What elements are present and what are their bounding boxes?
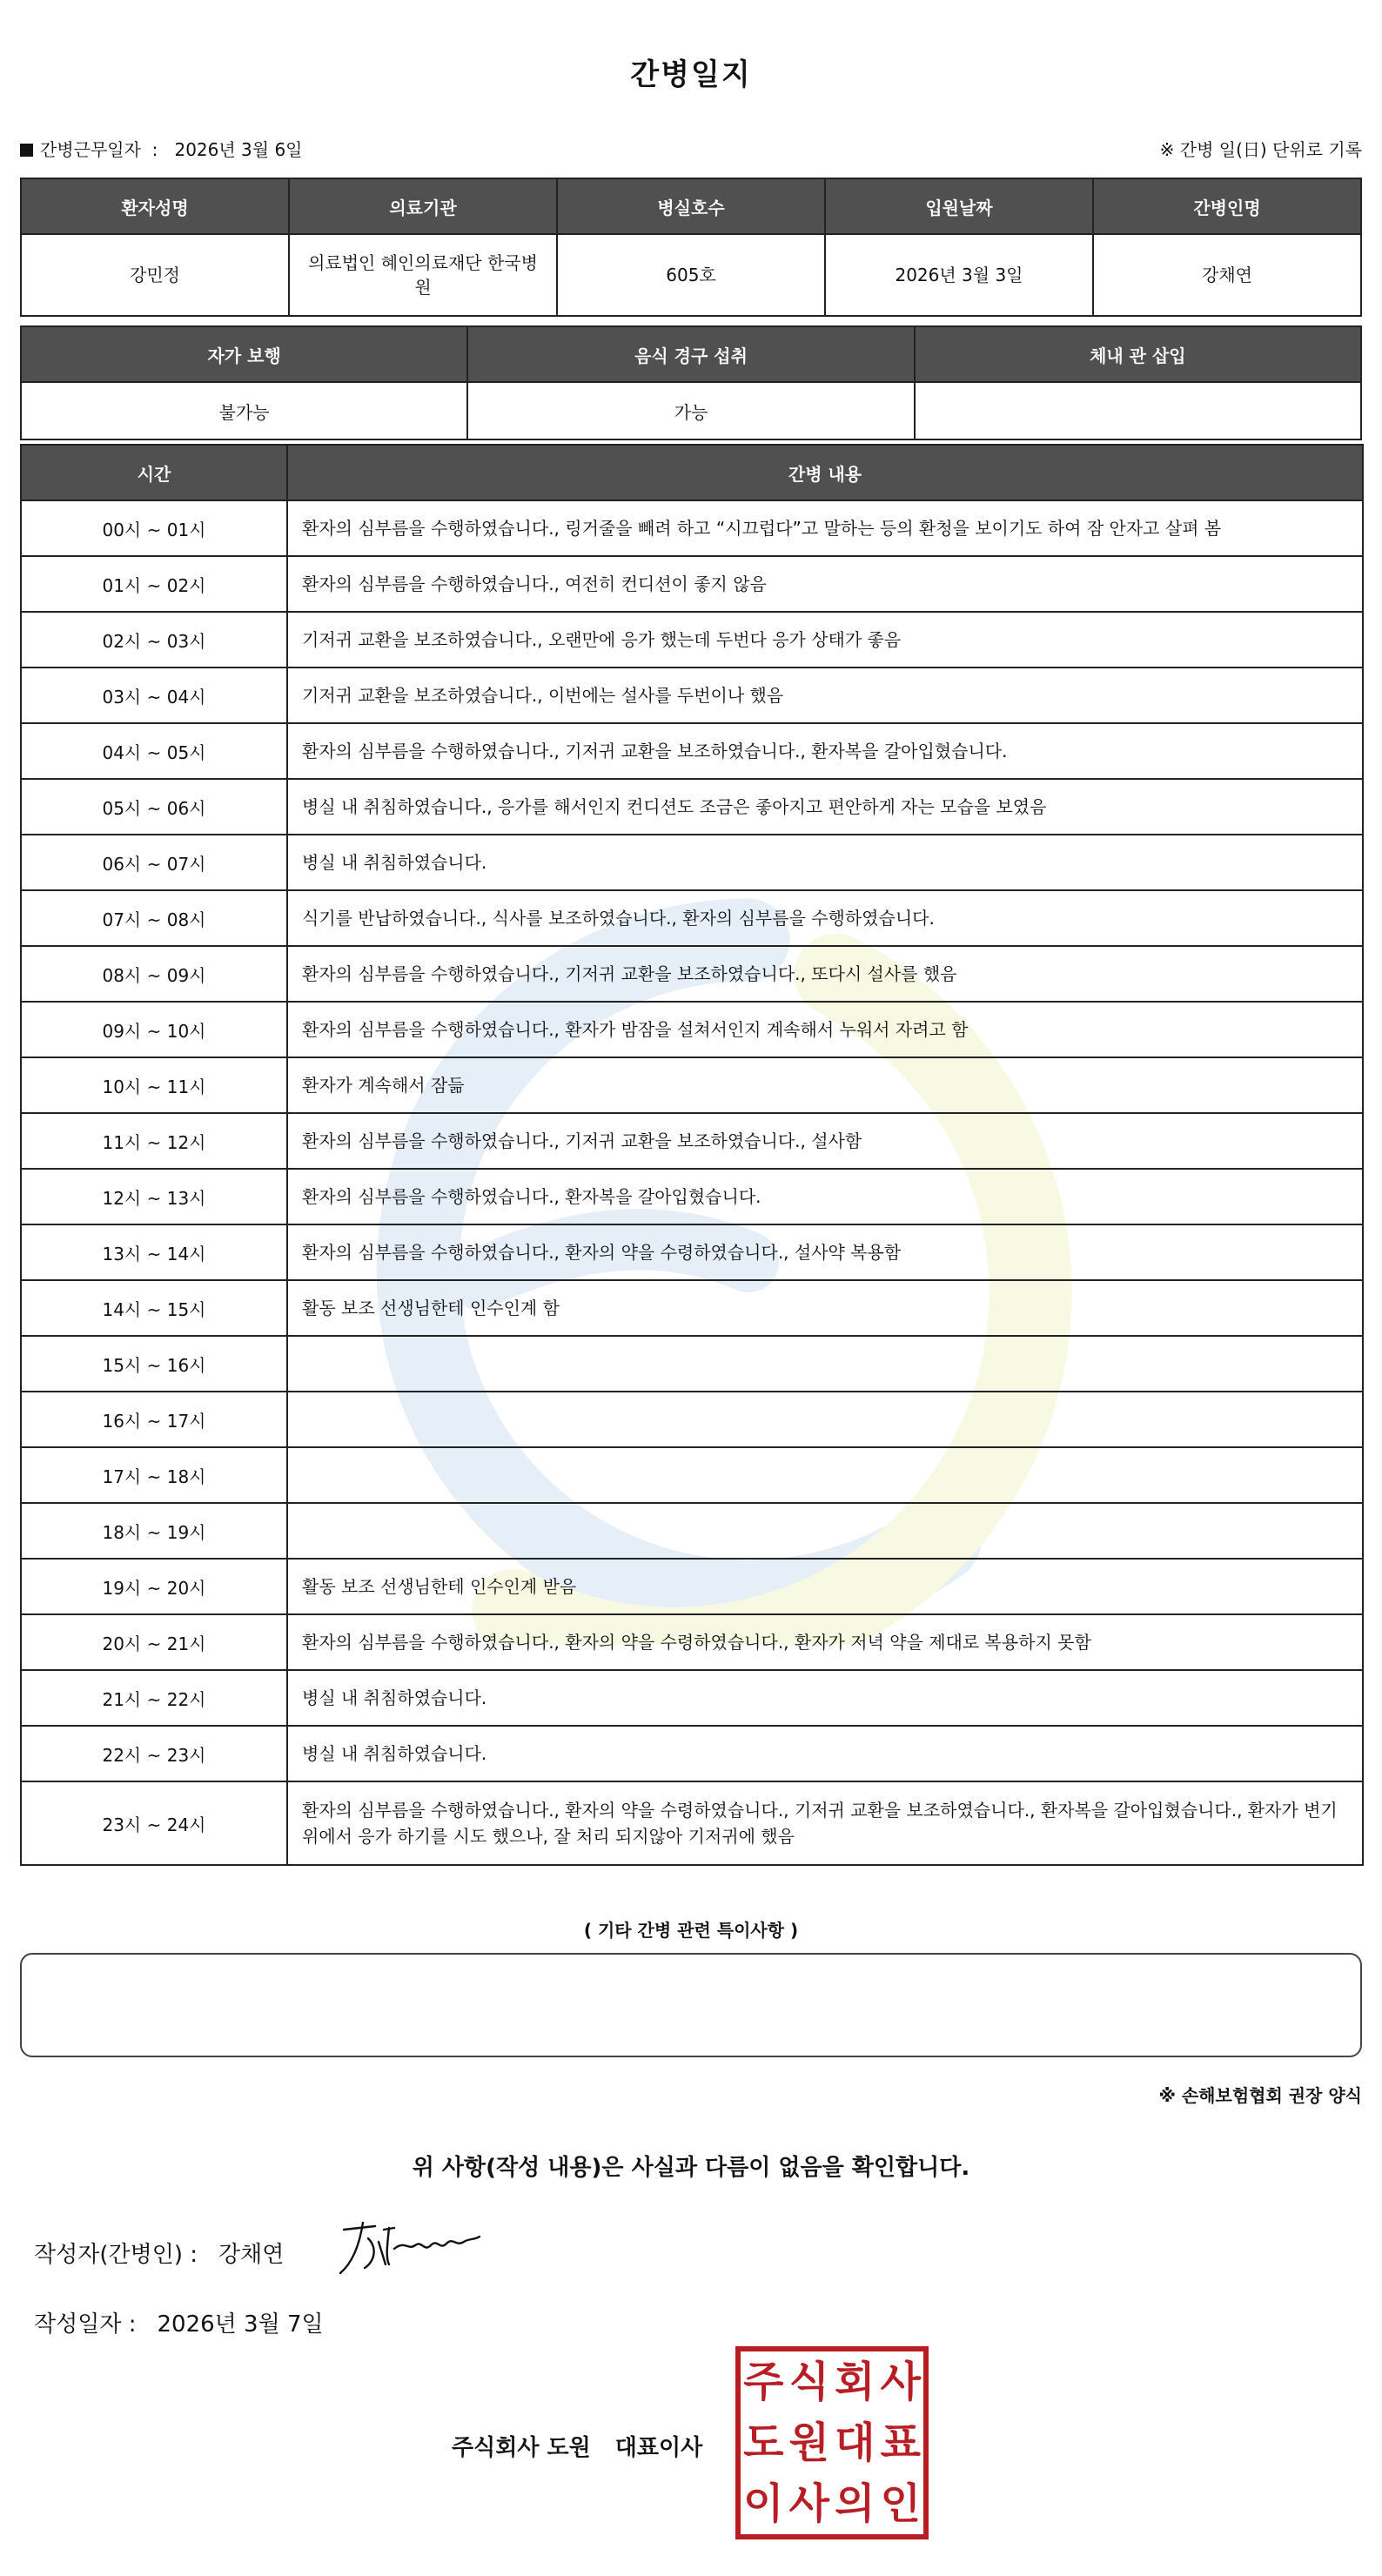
table-row [21, 1392, 1363, 1447]
hospital-name: 의료법인 혜인의료재단 한국병원 [289, 234, 557, 316]
room-number: 605호 [557, 234, 825, 316]
table-row [21, 1336, 1363, 1392]
care-content-cell: 환자가 계속해서 잠듦 [287, 1057, 1363, 1113]
time-cell: 09시 ~ 10시 [21, 1002, 287, 1057]
seal-char: 인 [880, 2479, 921, 2528]
care-content-cell [287, 1503, 1363, 1559]
table-row [21, 890, 1363, 946]
time-cell: 17시 ~ 18시 [21, 1447, 287, 1503]
care-content-cell: 병실 내 취침하였습니다. [287, 835, 1363, 890]
special-notes-title: ( 기타 간병 관련 특이사항 ) [583, 1920, 799, 1941]
time-cell: 02시 ~ 03시 [21, 612, 287, 667]
writer-row [34, 2237, 284, 2269]
care-content-cell: 기저귀 교환을 보조하였습니다., 오랜만에 응가 했는데 두번다 응가 상태가 좋음 [287, 612, 1363, 667]
time-cell: 23시 ~ 24시 [21, 1781, 287, 1865]
form-note: ※ 손해보험협회 권장 양식 [1158, 2085, 1362, 2106]
table-row [21, 1224, 1363, 1280]
patient-info-table [20, 178, 1362, 317]
table-row [21, 1614, 1363, 1670]
care-content-cell: 환자의 심부름을 수행하였습니다., 환자의 약을 수령하였습니다., 설사약 복용함 [287, 1224, 1363, 1280]
time-cell: 04시 ~ 05시 [21, 723, 287, 779]
time-cell: 00시 ~ 01시 [21, 500, 287, 556]
care-content-cell: 환자의 심부름을 수행하였습니다., 환자복을 갈아입혔습니다. [287, 1169, 1363, 1224]
care-log-table [20, 444, 1364, 1866]
table-row [21, 1113, 1363, 1169]
table-row [21, 1057, 1363, 1113]
table-row [21, 835, 1363, 890]
writer-label: 작성자(간병인) : [34, 2242, 198, 2268]
time-cell: 13시 ~ 14시 [21, 1224, 287, 1280]
care-content-cell: 병실 내 취침하였습니다. [287, 1726, 1363, 1781]
time-cell: 05시 ~ 06시 [21, 779, 287, 835]
special-notes-box [20, 1953, 1362, 2057]
seal-char: 표 [880, 2418, 921, 2467]
seal-char: 사 [788, 2479, 829, 2528]
table-row [21, 779, 1363, 835]
header-self-walking: 자가 보행 [21, 326, 467, 382]
table-row [21, 1503, 1363, 1559]
care-content-cell: 활동 보조 선생님한테 인수인계 받음 [287, 1559, 1363, 1614]
patient-status-table [20, 325, 1362, 440]
square-bullet-icon [20, 144, 33, 157]
representative-title: 대표이사 [614, 2435, 703, 2461]
care-content-cell: 환자의 심부름을 수행하였습니다., 기저귀 교환을 보조하였습니다., 또다시 설사를 했음 [287, 946, 1363, 1002]
table-row [21, 1559, 1363, 1614]
signature-image [333, 2210, 490, 2280]
care-content-cell: 환자의 심부름을 수행하였습니다., 환자의 약을 수령하였습니다., 환자가 저녁 약을 제대로 복용하지 못함 [287, 1614, 1363, 1670]
work-date [20, 136, 303, 161]
time-cell: 10시 ~ 11시 [21, 1057, 287, 1113]
unit-note: ※ 간병 일(日) 단위로 기록 [1159, 139, 1362, 160]
table-row [21, 612, 1363, 667]
table-row [21, 556, 1363, 612]
table-row [21, 1726, 1363, 1781]
header-admission-date: 입원날짜 [825, 178, 1093, 234]
care-content-cell: 환자의 심부름을 수행하였습니다., 여전히 컨디션이 좋지 않음 [287, 556, 1363, 612]
header-time: 시간 [21, 445, 287, 500]
seal-char: 도 [743, 2418, 784, 2467]
care-content-cell [287, 1336, 1363, 1392]
company-signature-line [452, 2430, 702, 2462]
care-content-cell: 활동 보조 선생님한테 인수인계 함 [287, 1280, 1363, 1336]
seal-char: 이 [743, 2479, 784, 2528]
care-content-cell: 환자의 심부름을 수행하였습니다., 환자의 약을 수령하였습니다., 기저귀 교환을 보조하였습니다., 환자복을 갈아입혔습니다., 환자가 변기위에서 응가 하기를 시도 했으나, 잘 처리 되지않아 기저귀에 했음 [287, 1781, 1363, 1865]
table-row [21, 1280, 1363, 1336]
table-row [21, 1781, 1363, 1865]
admission-date: 2026년 3월 3일 [825, 234, 1093, 316]
time-cell: 01시 ~ 02시 [21, 556, 287, 612]
work-date-value: 2026년 3월 6일 [174, 139, 303, 160]
seal-char: 주 [743, 2358, 784, 2406]
time-cell: 03시 ~ 04시 [21, 667, 287, 723]
table-row [21, 946, 1363, 1002]
seal-char: 회 [835, 2358, 875, 2406]
seal-char: 사 [880, 2358, 921, 2406]
caregiver-name: 강채연 [1093, 234, 1361, 316]
care-content-cell: 환자의 심부름을 수행하였습니다., 링거줄을 빼려 하고 “시끄럽다”고 말하는 등의 환청을 보이기도 하여 잠 안자고 살펴 봄 [287, 500, 1363, 556]
seal-char: 의 [835, 2479, 875, 2528]
time-cell: 22시 ~ 23시 [21, 1726, 287, 1781]
seal-char: 원 [788, 2418, 829, 2467]
header-hospital: 의료기관 [289, 178, 557, 234]
time-cell: 16시 ~ 17시 [21, 1392, 287, 1447]
work-date-separator: : [151, 139, 158, 160]
seal-char: 식 [788, 2358, 829, 2406]
time-cell: 06시 ~ 07시 [21, 835, 287, 890]
header-room: 병실호수 [557, 178, 825, 234]
table-row [21, 1169, 1363, 1224]
time-cell: 14시 ~ 15시 [21, 1280, 287, 1336]
time-cell: 19시 ~ 20시 [21, 1559, 287, 1614]
time-cell: 12시 ~ 13시 [21, 1169, 287, 1224]
time-cell: 15시 ~ 16시 [21, 1336, 287, 1392]
written-date-row [34, 2306, 324, 2338]
company-name: 주식회사 도원 [452, 2435, 591, 2461]
care-content-cell: 환자의 심부름을 수행하였습니다., 기저귀 교환을 보조하였습니다., 설사함 [287, 1113, 1363, 1169]
care-content-cell: 기저귀 교환을 보조하였습니다., 이번에는 설사를 두번이나 했음 [287, 667, 1363, 723]
header-care-content: 간병 내용 [287, 445, 1363, 500]
company-seal-stamp [735, 2346, 929, 2539]
header-tube-insertion: 체내 관 삽입 [915, 326, 1361, 382]
patient-name: 강민정 [21, 234, 289, 316]
confirmation-statement: 위 사항(작성 내용)은 사실과 다름이 없음을 확인합니다. [412, 2155, 970, 2181]
table-row [21, 1447, 1363, 1503]
care-content-cell: 병실 내 취침하였습니다. [287, 1670, 1363, 1726]
self-walking-value: 불가능 [21, 382, 467, 439]
care-content-cell: 식기를 반납하였습니다., 식사를 보조하였습니다., 환자의 심부름을 수행하였습니다. [287, 890, 1363, 946]
time-cell: 18시 ~ 19시 [21, 1503, 287, 1559]
table-row [21, 723, 1363, 779]
table-row [21, 667, 1363, 723]
seal-char: 대 [835, 2418, 875, 2467]
header-patient-name: 환자성명 [21, 178, 289, 234]
work-date-label: 간병근무일자 [40, 139, 141, 160]
care-content-cell: 환자의 심부름을 수행하였습니다., 기저귀 교환을 보조하였습니다., 환자복을 갈아입혔습니다. [287, 723, 1363, 779]
oral-intake-value: 가능 [467, 382, 914, 439]
header-oral-intake: 음식 경구 섭취 [467, 326, 914, 382]
writer-name: 강채연 [218, 2242, 285, 2268]
care-content-cell: 환자의 심부름을 수행하였습니다., 환자가 밤잠을 설쳐서인지 계속해서 누워서 자려고 함 [287, 1002, 1363, 1057]
time-cell: 20시 ~ 21시 [21, 1614, 287, 1670]
table-row [21, 1002, 1363, 1057]
written-date-label: 작성일자 : [34, 2311, 137, 2338]
care-content-cell [287, 1447, 1363, 1503]
page-title: 간병일지 [630, 57, 752, 92]
time-cell: 21시 ~ 22시 [21, 1670, 287, 1726]
care-content-cell [287, 1392, 1363, 1447]
tube-insertion-value [915, 382, 1361, 439]
time-cell: 07시 ~ 08시 [21, 890, 287, 946]
header-caregiver-name: 간병인명 [1093, 178, 1361, 234]
time-cell: 08시 ~ 09시 [21, 946, 287, 1002]
care-content-cell: 병실 내 취침하였습니다., 응가를 해서인지 컨디션도 조금은 좋아지고 편안하게 자는 모습을 보였음 [287, 779, 1363, 835]
time-cell: 11시 ~ 12시 [21, 1113, 287, 1169]
table-row [21, 500, 1363, 556]
table-row [21, 1670, 1363, 1726]
written-date-value: 2026년 3월 7일 [157, 2311, 324, 2338]
